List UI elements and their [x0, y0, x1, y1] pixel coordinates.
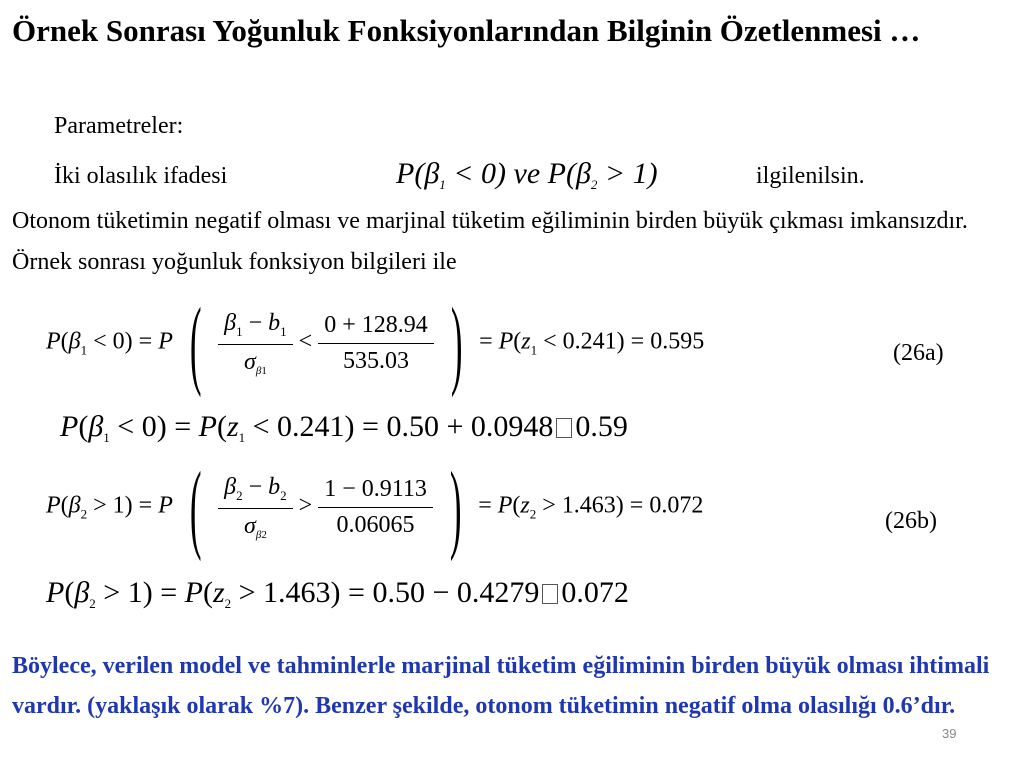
conclusion-text: Böylece, verilen model ve tahminlerle marjinal tüketim eğiliminin birden büyük olması ihtimali vardır. (yaklaşık olarak %7). Benzer şekilde, otonom tüketimin negatif olma olasılığı 0.6’dır. [12, 653, 990, 719]
slide-title: Örnek Sonrası Yoğunluk Fonksiyonlarından Bilginin Özetlenmesi … [12, 13, 921, 48]
parametreler-label: Parametreler: [54, 113, 184, 139]
frac-26b-left: $\frac{\beta_2 - b_2}{\sigma_{\beta 2}}$ [218, 474, 293, 541]
equation-label-26a: (26a) [893, 340, 944, 366]
frac-26a-right: $\frac{0 + 128.94}{535.03}$ [318, 312, 434, 375]
equation-label-26b: (26b) [885, 508, 937, 534]
probability-expressions: $P(\beta_1 < 0)$ ve $P(\beta_2 > 1)$ [396, 157, 658, 192]
iki-olasilik-label: İki olasılık ifadesi [54, 163, 228, 189]
frac-26b-right: $\frac{1 - 0.9113}{0.06065}$ [318, 476, 433, 539]
frac-26a-left: $\frac{\beta_1 - b_1}{\sigma_{\beta 1}}$ [218, 310, 293, 377]
missing-glyph-box [556, 418, 572, 438]
page-number: 39 [942, 726, 957, 741]
equation-26b: $P(\beta_2 > 1) = P$ ( $\frac{\beta_2 - b_2}{\sigma_{\beta 2}}$ > $\frac{1 - 0.9113}{0.06065}$ ) = $P(z_2 > 1.463) = 0.072$ [46, 451, 704, 562]
equation-26a: $P(\beta_1 < 0) = P$ ( $\frac{\beta_1 - b_1}{\sigma_{\beta 1}}$ < $\frac{0 + 128.94}{535.03}$ ) = $P(z_1 < 0.241) = 0.595$ [46, 287, 705, 398]
explanation-paragraph: Otonom tüketimin negatif olması ve marjinal tüketim eğiliminin birden büyük çıkması imkansızdır. Örnek sonrası yoğunluk fonksiyon bilgileri ile [12, 208, 968, 275]
ilgilenilsin-text: ilgilenilsin. [756, 163, 865, 189]
missing-glyph-box [542, 584, 558, 604]
equation-line-2: $P(\beta_1 < 0) = P(z_1 < 0.241) = 0.50 + 0.0948$ 0.59 [60, 410, 628, 445]
equation-line-4: $P(\beta_2 > 1) = P(z_2 > 1.463) = 0.50 - 0.4279$ 0.072 [46, 576, 629, 611]
